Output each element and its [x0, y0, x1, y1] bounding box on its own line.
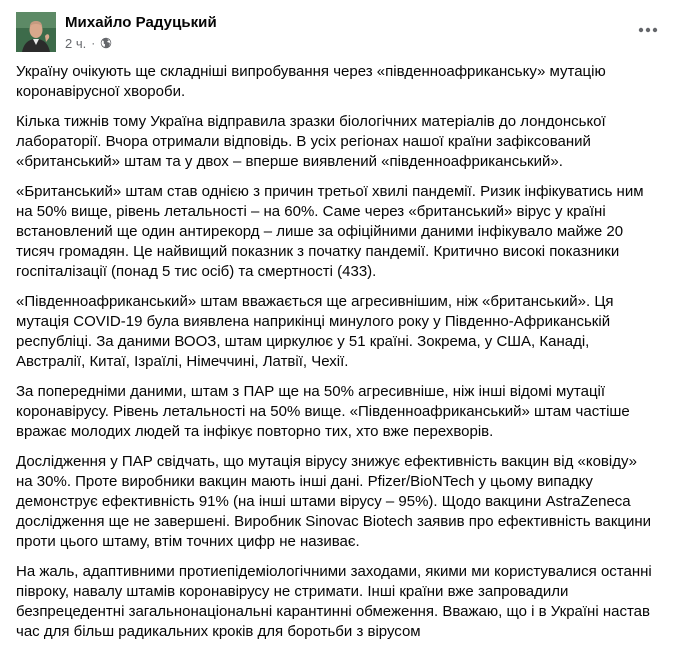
- meta-separator: ·: [91, 36, 96, 50]
- post-more-button[interactable]: [634, 16, 662, 44]
- post-paragraph: Кілька тижнів тому Україна відправила зразки біологічних матеріалів до лондонської лабораторії. Вчора отримали відповідь. В усіх регіонах нашої країни зафіксований «британський» штам та у двох – вперше виявлений «південноафриканський».: [16, 113, 606, 170]
- avatar-photo: [16, 12, 56, 52]
- post-header: [16, 12, 664, 56]
- post-paragraph: «Південноафриканський» штам вважається ще агресивнішим, ніж «британський». Ця мутація COVID-19 була виявлена наприкінці минулого року у Південно-Африканській республіці. За даними ВООЗ, штам циркулює у 51 країні. Зокрема, у США, Канаді, Австралії, Китаї, Ізраїлі, Німеччині, Латвії, Чехії.: [16, 293, 614, 370]
- post-paragraph: «Британський» штам став однією з причин третьої хвилі пандемії. Ризик інфікуватись ним на 50% вище, рівень летальності – на 60%. Саме через «британський» вірус у країні встановлений ще один антирекорд – лише за офіційними даними інфікувало майже 20 тисяч громадян. Це найвищий показник з початку пандемії. Критично високі показники госпіталізації (понад 5 тис осіб) та смертності (433).: [16, 183, 644, 280]
- post-timestamp[interactable]: 2 ч.: [65, 35, 87, 51]
- post-paragraph: За попередніми даними, штам з ПАР ще на 50% агресивніше, ніж інші відомі мутації коронавірусу. Рівень летальності на 50% вище. «Південноафриканський» штам частіше вражає молодих людей та інфікує повторно тих, хто вже перехворів.: [16, 383, 630, 440]
- post-body: [16, 62, 656, 652]
- post-meta: [65, 34, 112, 52]
- post-paragraph: На жаль, адаптивними протиепідеміологічними заходами, якими ми користувалися останні півроку, навалу штамів коронавірусу не стримати. Інші країни вже запровадили безпрецедентні загальнонаціональні карантинні обмеження. Вважаю, що і в Україні настав час для більш радикальних кроків для боротьби з вірусом: [16, 563, 652, 640]
- author-name[interactable]: Михайло Радуцький: [65, 14, 217, 31]
- author-avatar[interactable]: [16, 12, 56, 52]
- more-horizontal-icon: [638, 27, 658, 33]
- post-paragraph: Дослідження у ПАР свідчать, що мутація вірусу знижує ефективність вакцин від «ковіду» на 30%. Проте виробники вакцин мають інші дані. Pfizer/BioNTech у цьому випадку демонструє ефективність 91% (на інші штами вірусу – 95%). Щодо вакцини AstraZeneca дослідження ще не завершені. Виробник Sinovac Biotech заявив про ефективність вакцини проти цього штаму, втім точних цифр не називає.: [16, 453, 652, 550]
- globe-icon[interactable]: [100, 37, 112, 49]
- post-paragraph: Україну очікують ще складніші випробування через «південноафриканську» мутацію коронавірусної хвороби.: [16, 63, 606, 100]
